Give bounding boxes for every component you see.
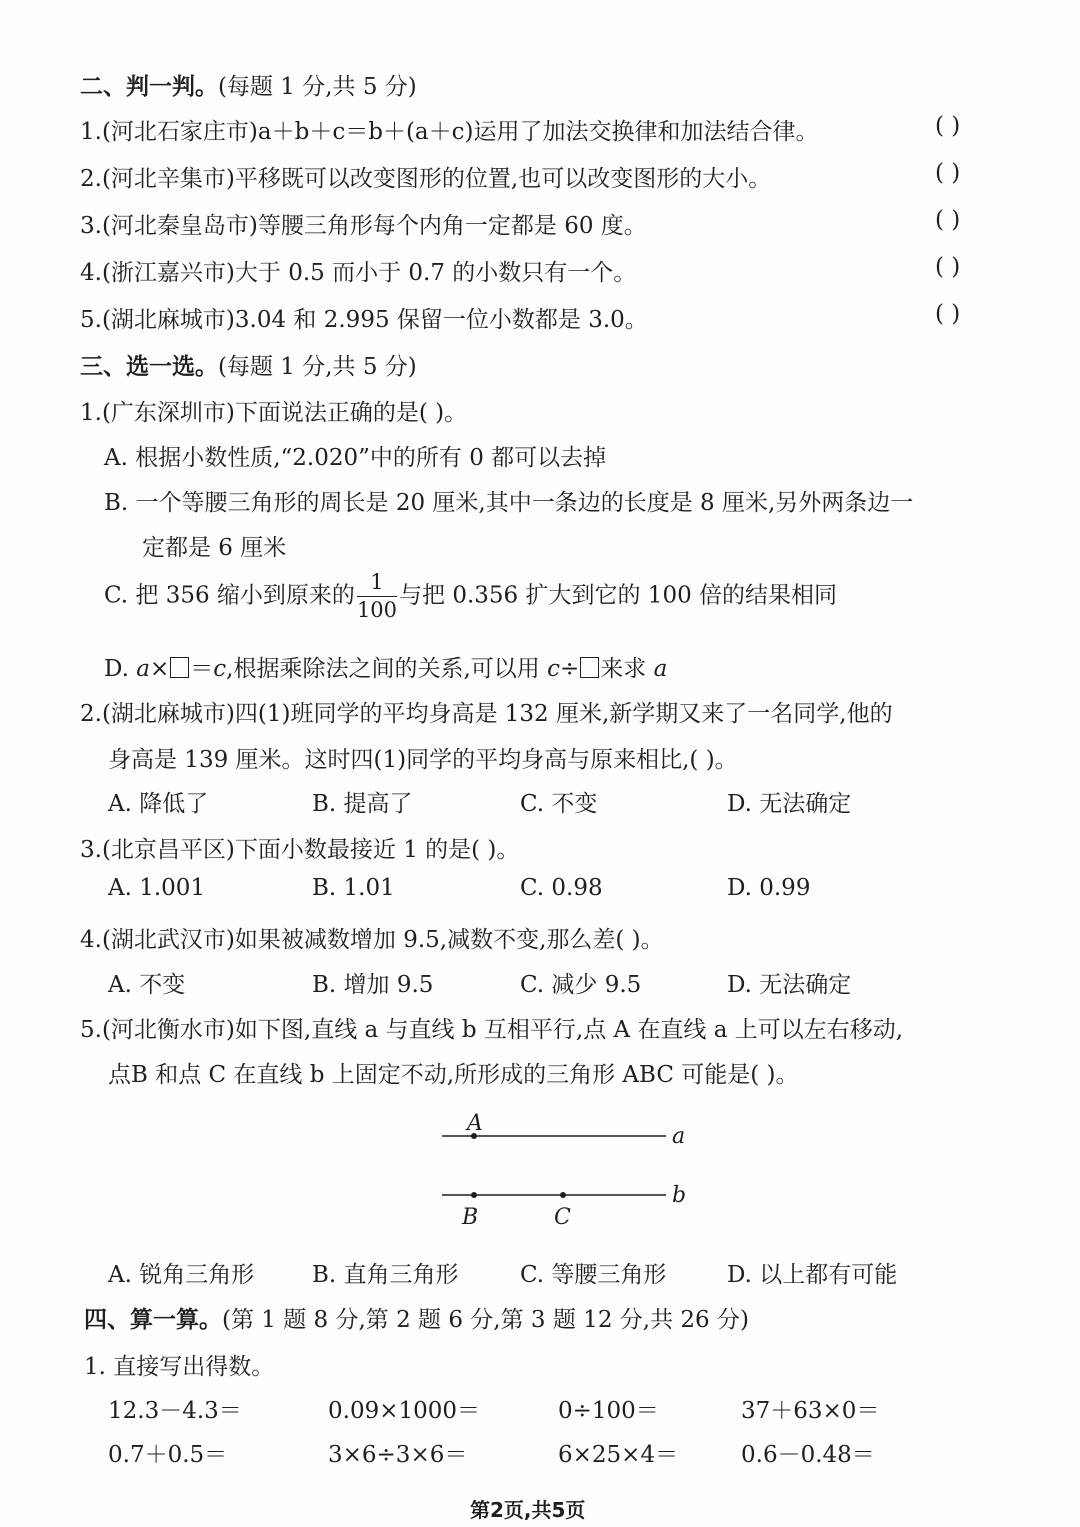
section3-note: (每题 1 分,共 5 分) bbox=[218, 354, 417, 380]
choice-q3-option-c[interactable]: C. 0.98 bbox=[520, 875, 603, 901]
item-source: (河北辛集市) bbox=[101, 166, 235, 192]
calc-q1-title: 1. 直接写出得数。 bbox=[84, 1354, 275, 1380]
choice-q1-stem: 1.(广东深圳市)下面说法正确的是( )。 bbox=[80, 400, 468, 426]
section3-title: 三、选一选。 bbox=[80, 354, 218, 380]
item-source: (河北秦皇岛市) bbox=[101, 213, 258, 239]
choice-q2-stem-line2: 身高是 139 厘米。这时四(1)同学的平均身高与原来相比,( )。 bbox=[108, 747, 738, 773]
blank-box-icon bbox=[580, 657, 599, 678]
var-a: a bbox=[136, 656, 150, 682]
calc-r1-c4[interactable]: 37＋63×0＝ bbox=[741, 1398, 880, 1424]
calc-r1-c1[interactable]: 12.3－4.3＝ bbox=[108, 1398, 242, 1424]
item-text: 平移既可以改变图形的位置,也可以改变图形的大小。 bbox=[234, 166, 772, 192]
answer-paren-1[interactable]: ( ) bbox=[935, 113, 961, 139]
section4-title: 四、算一算。 bbox=[84, 1307, 222, 1333]
fraction-denominator: 100 bbox=[356, 598, 398, 622]
option-letter: D. bbox=[104, 656, 137, 682]
judge-item-2 bbox=[80, 160, 771, 193]
label-point-a: A bbox=[467, 1111, 483, 1136]
choice-q4-option-a[interactable]: A. 不变 bbox=[108, 972, 186, 998]
option-c-text-end: 与把 0.356 扩大到它的 100 倍的结果相同 bbox=[399, 582, 838, 609]
answer-paren-4[interactable]: ( ) bbox=[935, 254, 961, 280]
fraction bbox=[357, 572, 397, 621]
choice-q4-option-d[interactable]: D. 无法确定 bbox=[727, 972, 852, 998]
page-footer: 第2页,共5页 bbox=[470, 1498, 586, 1522]
choice-q2-option-b[interactable]: B. 提高了 bbox=[312, 791, 413, 817]
section4-heading bbox=[84, 1301, 749, 1334]
choice-q4-option-c[interactable]: C. 减少 9.5 bbox=[520, 972, 642, 998]
choice-q3-option-a[interactable]: A. 1.001 bbox=[108, 875, 206, 901]
item-number: 1. bbox=[80, 119, 102, 145]
item-number: 3. bbox=[80, 213, 102, 239]
fraction-numerator: 1 bbox=[357, 572, 397, 597]
judge-item-1 bbox=[80, 113, 819, 146]
choice-q4-stem: 4.(湖北武汉市)如果被减数增加 9.5,减数不变,那么差( )。 bbox=[80, 927, 664, 953]
var-c: c bbox=[547, 656, 560, 682]
var-a: a bbox=[653, 656, 668, 682]
choice-q1-option-c[interactable] bbox=[104, 572, 837, 621]
parallel-lines-figure bbox=[430, 1108, 700, 1233]
section4-note: (第 1 题 8 分,第 2 题 6 分,第 3 题 12 分,共 26 分) bbox=[222, 1307, 749, 1333]
choice-q2-option-d[interactable]: D. 无法确定 bbox=[727, 791, 852, 817]
item-number: 2. bbox=[80, 166, 102, 192]
item-text: 大于 0.5 而小于 0.7 的小数只有一个。 bbox=[234, 260, 637, 286]
option-c-text: C. 把 356 缩小到原来的 bbox=[104, 582, 355, 609]
blank-box-icon bbox=[170, 657, 189, 678]
section3-heading bbox=[80, 348, 417, 381]
point-c bbox=[560, 1192, 566, 1198]
section2-title: 二、判一判。 bbox=[80, 74, 218, 100]
judge-item-5 bbox=[80, 301, 648, 334]
section2-note: (每题 1 分,共 5 分) bbox=[218, 74, 417, 100]
item-text: a＋b＋c＝b＋(a＋c)运用了加法交换律和加法结合律。 bbox=[257, 119, 819, 145]
choice-q5-option-d[interactable]: D. 以上都有可能 bbox=[727, 1262, 898, 1288]
answer-paren-5[interactable]: ( ) bbox=[935, 301, 961, 327]
item-number: 5. bbox=[80, 307, 102, 333]
choice-q3-stem: 3.(北京昌平区)下面小数最接近 1 的是( )。 bbox=[80, 837, 520, 863]
answer-paren-3[interactable]: ( ) bbox=[935, 207, 961, 233]
item-source: (河北石家庄市) bbox=[101, 119, 258, 145]
item-text: 3.04 和 2.995 保留一位小数都是 3.0。 bbox=[234, 307, 648, 333]
label-point-b: B bbox=[462, 1205, 479, 1230]
choice-q5-option-c[interactable]: C. 等腰三角形 bbox=[520, 1262, 667, 1288]
item-source: (浙江嘉兴市) bbox=[101, 260, 235, 286]
item-text: 等腰三角形每个内角一定都是 60 度。 bbox=[257, 213, 647, 239]
choice-q2-stem-line1: 2.(湖北麻城市)四(1)班同学的平均身高是 132 厘米,新学期又来了一名同学,他的 bbox=[80, 701, 893, 727]
calc-r1-c2[interactable]: 0.09×1000＝ bbox=[328, 1398, 481, 1424]
option-d-text: ,根据乘除法之间的关系,可以用 bbox=[226, 656, 548, 682]
choice-q1-option-b[interactable]: B. 一个等腰三角形的周长是 20 厘米,其中一条边的长度是 8 厘米,另外两条边一 bbox=[104, 490, 914, 516]
item-source: (湖北麻城市) bbox=[101, 307, 235, 333]
choice-q3-option-b[interactable]: B. 1.01 bbox=[312, 875, 395, 901]
choice-q2-option-c[interactable]: C. 不变 bbox=[520, 791, 598, 817]
calc-r2-c4[interactable]: 0.6－0.48＝ bbox=[741, 1442, 875, 1468]
judge-item-4 bbox=[80, 254, 636, 287]
choice-q1-option-a[interactable]: A. 根据小数性质,“2.020”中的所有 0 都可以去掉 bbox=[104, 445, 607, 471]
label-point-c: C bbox=[554, 1205, 571, 1230]
label-line-b: b bbox=[672, 1183, 687, 1208]
choice-q3-option-d[interactable]: D. 0.99 bbox=[727, 875, 811, 901]
item-number: 4. bbox=[80, 260, 102, 286]
calc-r2-c3[interactable]: 6×25×4＝ bbox=[558, 1442, 679, 1468]
times-sign: × bbox=[149, 656, 170, 682]
var-c: c bbox=[213, 656, 227, 682]
equals-sign: ＝ bbox=[190, 656, 214, 682]
choice-q5-option-b[interactable]: B. 直角三角形 bbox=[312, 1262, 459, 1288]
choice-q1-option-d[interactable] bbox=[104, 650, 667, 683]
choice-q2-option-a[interactable]: A. 降低了 bbox=[108, 791, 209, 817]
calc-r1-c3[interactable]: 0÷100＝ bbox=[558, 1398, 659, 1424]
judge-item-3 bbox=[80, 207, 647, 240]
calc-r2-c2[interactable]: 3×6÷3×6＝ bbox=[328, 1442, 468, 1468]
section2-heading bbox=[80, 68, 417, 101]
choice-q1-option-b-cont: 定都是 6 厘米 bbox=[142, 535, 287, 561]
choice-q5-stem-line1: 5.(河北衡水市)如下图,直线 a 与直线 b 互相平行,点 A 在直线 a 上可以左右移动, bbox=[80, 1017, 904, 1043]
choice-q5-stem-line2: 点B 和点 C 在直线 b 上固定不动,所形成的三角形 ABC 可能是( )。 bbox=[108, 1062, 799, 1088]
option-d-text-end: 来求 bbox=[600, 656, 654, 682]
point-b bbox=[471, 1192, 477, 1198]
answer-paren-2[interactable]: ( ) bbox=[935, 160, 961, 186]
choice-q4-option-b[interactable]: B. 增加 9.5 bbox=[312, 972, 434, 998]
divide-sign: ÷ bbox=[559, 656, 580, 682]
choice-q5-option-a[interactable]: A. 锐角三角形 bbox=[108, 1262, 255, 1288]
label-line-a: a bbox=[672, 1124, 686, 1149]
calc-r2-c1[interactable]: 0.7＋0.5＝ bbox=[108, 1442, 228, 1468]
